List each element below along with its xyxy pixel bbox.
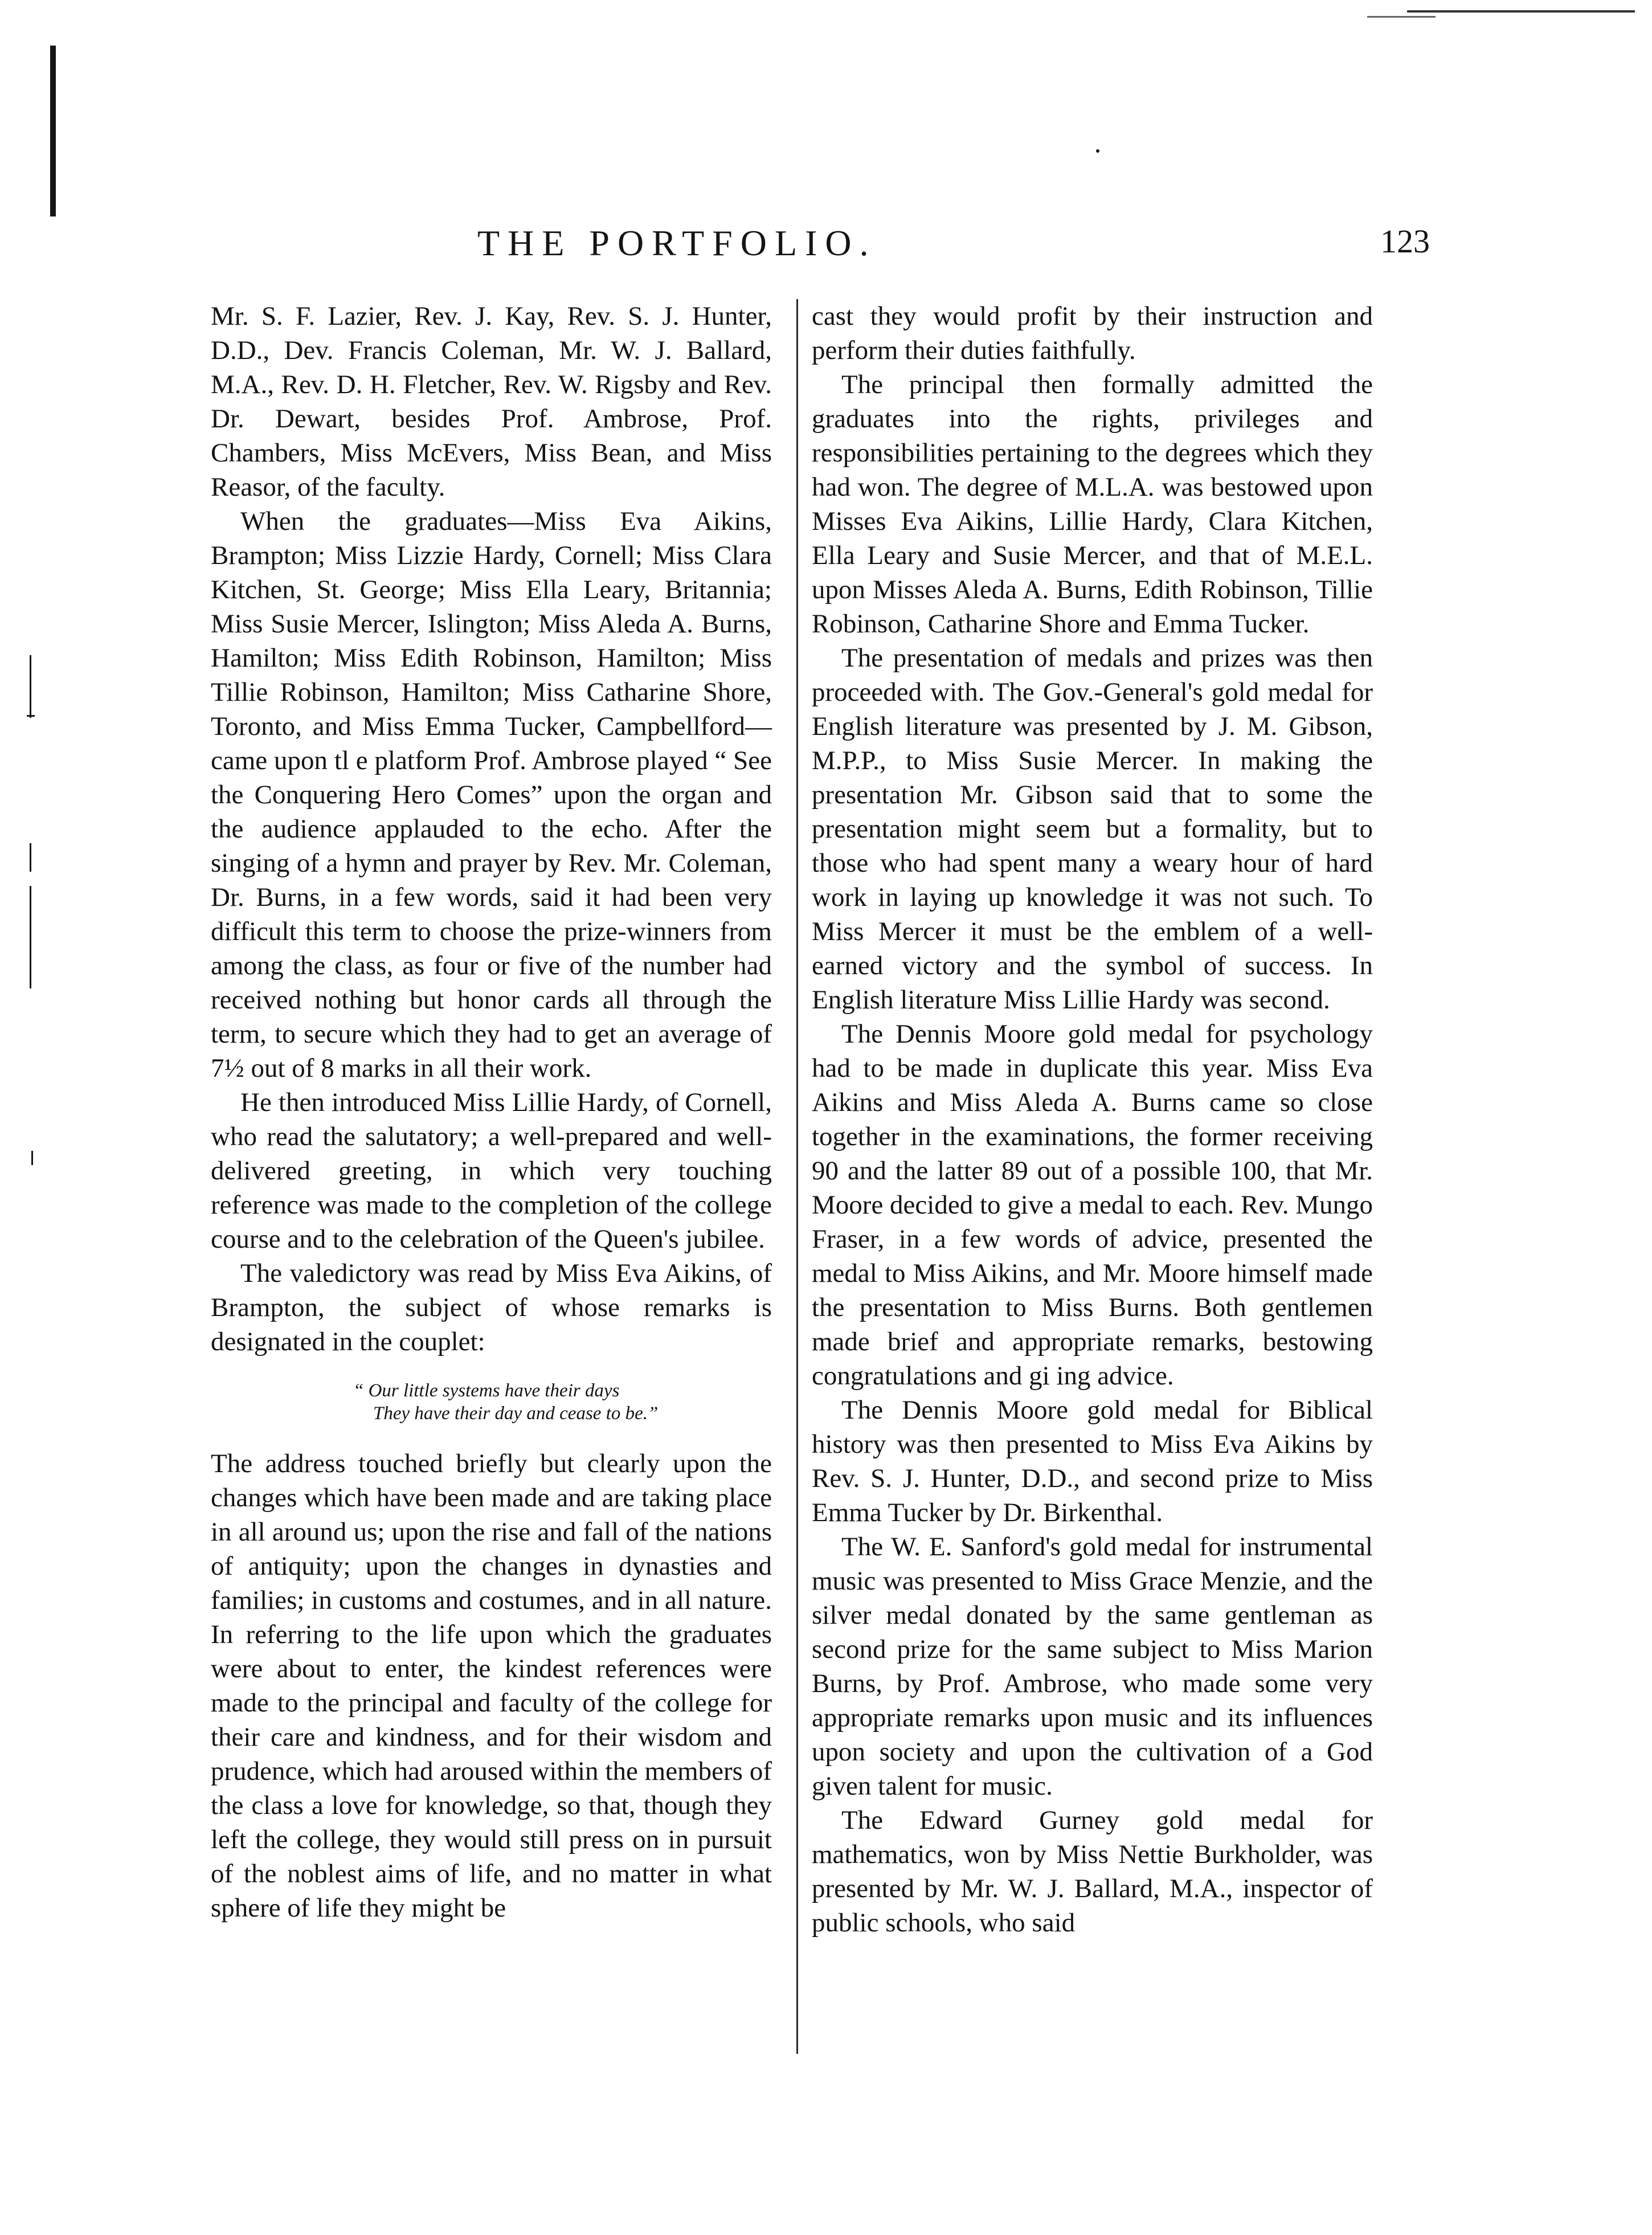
scan-margin-mark [27, 715, 35, 717]
scan-margin-mark [30, 886, 31, 988]
right-column [812, 299, 1373, 1940]
paragraph: He then introduced Miss Lillie Hardy, of Cornell, who read the salutatory; a well-prepared and well-delivered greeting, in which very touching reference was made to the completion of the college course and to the celebration of the Queen's jubilee. [211, 1088, 772, 1254]
paragraph: The address touched briefly but clearly upon the changes which have been made and are taking place in all around us; upon the rise and fall of the nations of antiquity; upon the changes in dynasties and families; in customs and costumes, and in all nature. In referring to the life upon which the graduates were about to enter, the kindest references were made to the principal and faculty of the college for their care and kindness, and for their wisdom and prudence, which had aroused within the members of the class a love for knowledge, so that, though they left the college, they would still press on in pursuit of the noblest aims of life, and no matter in what sphere of life they might be [211, 1449, 772, 1923]
couplet-line: They have their day and cease to be.” [373, 1403, 659, 1424]
couplet-quote [211, 1379, 772, 1425]
couplet-line: “ Our little systems have their days [353, 1380, 620, 1401]
paragraph: The Edward Gurney gold medal for mathematics, won by Miss Nettie Burkholder, was presented by Mr. W. J. Ballard, M.A., inspector of public schools, who said [812, 1805, 1373, 1938]
scan-margin-mark [30, 655, 31, 718]
scan-rule-top-short [1367, 16, 1436, 18]
paragraph: When the graduates—Miss Eva Aikins, Brampton; Miss Lizzie Hardy, Cornell; Miss Clara Kitchen, St. George; Miss Ella Leary, Britannia; Miss Susie Mercer, Islington; Miss Aleda A. Burns, Hamilton; Miss Edith Robinson, Hamilton; Miss Tillie Robinson, Hamilton; Miss Catharine Shore, Toronto, and Miss Emma Tucker, Campbellford—came upon tl e platform Prof. Ambrose played “ See the Conquering Hero Comes” upon the organ and the audience applauded to the echo. After the singing of a hymn and prayer by Rev. Mr. Coleman, Dr. Burns, in a few words, said it had been very difficult this term to choose the prize-winners from among the class, as four or five of the number had received nothing but honor cards all through the term, to secure which they had to get an average of 7½ out of 8 marks in all their work. [211, 506, 772, 1083]
scan-edge-mark [50, 46, 56, 216]
page-number: 123 [1380, 223, 1430, 260]
left-column [211, 299, 772, 1925]
paragraph: The valedictory was read by Miss Eva Aikins, of Brampton, the subject of whose remarks is designated in the couplet: [211, 1259, 772, 1356]
paragraph: The presentation of medals and prizes was then proceeded with. The Gov.-General's gold medal for English literature was presented by J. M. Gibson, M.P.P., to Miss Susie Mercer. In making the presentation Mr. Gibson said that to some the presentation might seem but a formality, but to those who had spent many a weary hour of hard work in laying up knowledge it was not such. To Miss Mercer it must be the emblem of a well-earned victory and the symbol of success. In English literature Miss Lillie Hardy was second. [812, 643, 1373, 1015]
paragraph: cast they would profit by their instruction and perform their duties faithfully. [812, 301, 1373, 365]
page-header [216, 222, 1430, 273]
scan-margin-mark [31, 1151, 33, 1165]
paragraph: The Dennis Moore gold medal for psychology had to be made in duplicate this year. Miss Eva Aikins and Miss Aleda A. Burns came so close together in the examinations, the former receiving 90 and the latter 89 out of a possible 100, that Mr. Moore decided to give a medal to each. Rev. Mungo Fraser, in a few words of advice, presented the medal to Miss Aikins, and Mr. Moore himself made the presentation to Miss Burns. Both gentlemen made brief and appropriate remarks, bestowing congratulations and gi ing advice. [812, 1019, 1373, 1391]
scan-rule-top [1407, 10, 1635, 13]
running-title: THE PORTFOLIO. [477, 223, 877, 263]
paragraph: The Dennis Moore gold medal for Biblical history was then presented to Miss Eva Aikins by Rev. S. J. Hunter, D.D., and second prize to Miss Emma Tucker by Dr. Birkenthal. [812, 1395, 1373, 1527]
paragraph: The W. E. Sanford's gold medal for instrumental music was presented to Miss Grace Menzie, and the silver medal donated by the same gentleman as second prize for the same subject to Miss Marion Burns, by Prof. Ambrose, who made some very appropriate remarks upon music and its influences upon society and upon the cultivation of a God given talent for music. [812, 1532, 1373, 1801]
column-divider [796, 299, 798, 2054]
paragraph: The principal then formally admitted the graduates into the rights, privileges and responsibilities pertaining to the degrees which they had won. The degree of M.L.A. was bestowed upon Misses Eva Aikins, Lillie Hardy, Clara Kitchen, Ella Leary and Susie Mercer, and that of M.E.L. upon Misses Aleda A. Burns, Edith Robinson, Tillie Robinson, Catharine Shore and Emma Tucker. [812, 370, 1373, 639]
paragraph: Mr. S. F. Lazier, Rev. J. Kay, Rev. S. J. Hunter, D.D., Dev. Francis Coleman, Mr. W. J. Ballard, M.A., Rev. D. H. Fletcher, Rev. W. Rigsby and Rev. Dr. Dewart, besides Prof. Ambrose, Prof. Chambers, Miss McEvers, Miss Bean, and Miss Reasor, of the faculty. [211, 301, 772, 502]
scan-margin-mark [30, 843, 31, 872]
scan-speck [1096, 149, 1099, 153]
